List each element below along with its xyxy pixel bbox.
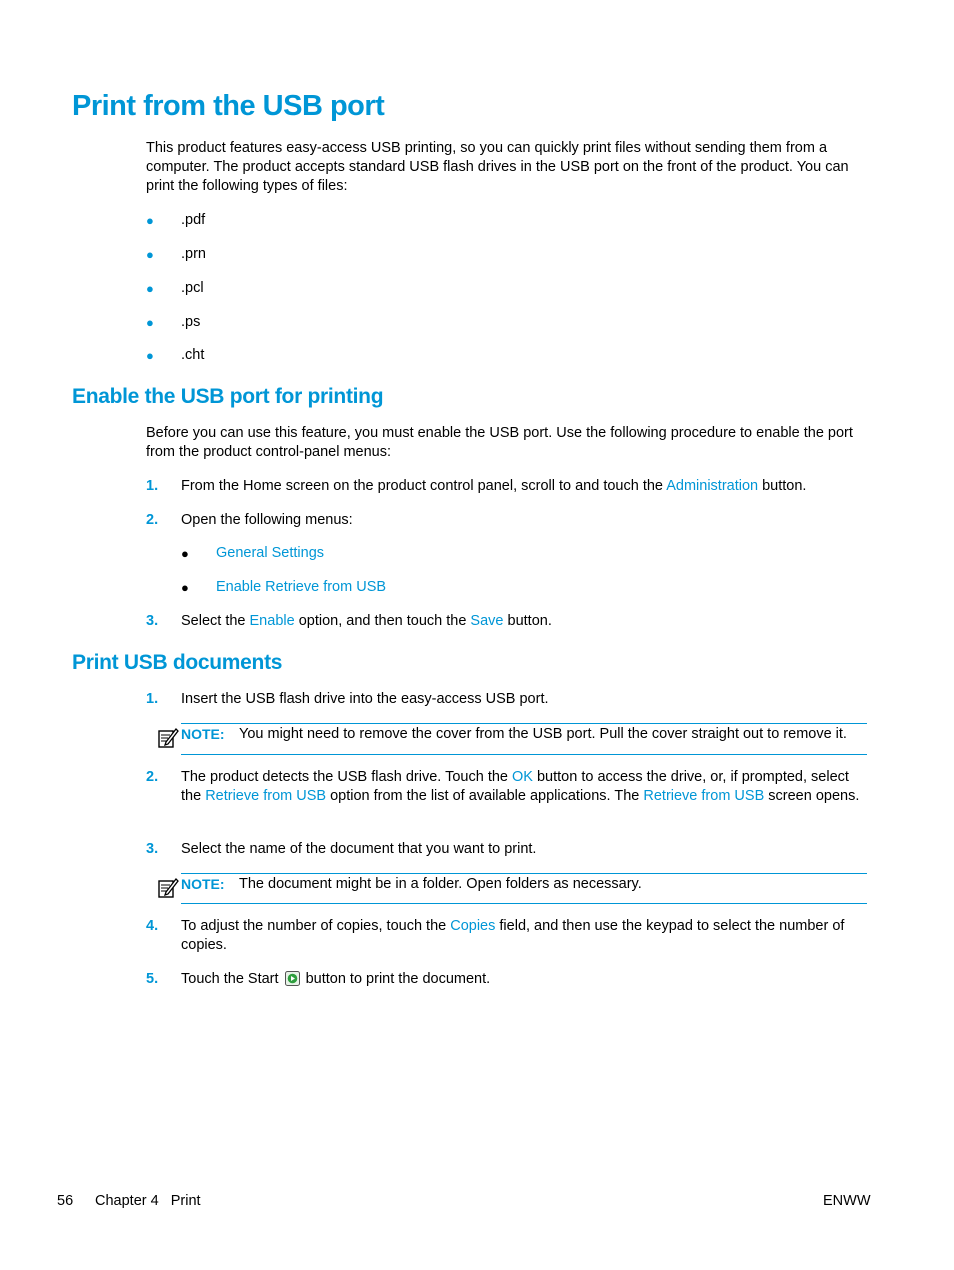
bullet-icon: ●: [146, 348, 154, 363]
step-text: Open the following menus:: [181, 512, 353, 528]
note-label: NOTE:: [181, 876, 225, 892]
list-item: .pcl: [181, 280, 204, 296]
section1-intro: Before you can use this feature, you must enable the USB port. Use the following procedure to enable the port from the product control-panel menus:: [146, 425, 853, 460]
note-label: NOTE:: [181, 726, 225, 742]
ui-term: Save: [470, 613, 504, 629]
step-text: The product detects the USB flash drive. Touch the OK button to access the drive, or, if prompted, select the Retrieve from USB option from the list of available applications. The Retrieve from USB screen opens.: [181, 769, 860, 804]
page-number: 56: [57, 1193, 74, 1209]
bullet-icon: ●: [146, 315, 154, 330]
note-box: [181, 873, 867, 904]
step-number: 1.: [146, 691, 159, 707]
step-number: 3.: [146, 841, 159, 857]
step-number: 5.: [146, 971, 159, 987]
step-text: To adjust the number of copies, touch the Copies field, and then use the keypad to select the number of copies.: [181, 918, 845, 953]
page-title: Print from the USB port: [72, 90, 385, 122]
footer-chapter: Chapter 4 Print: [95, 1193, 201, 1209]
step-text: Touch the Start button to print the document.: [181, 971, 491, 987]
step-number: 2.: [146, 769, 159, 785]
start-button-icon: [285, 971, 300, 986]
note-icon: [157, 876, 179, 900]
list-item: .ps: [181, 314, 201, 330]
intro-paragraph: This product features easy-access USB printing, so you can quickly print files without sending them from a computer. The product accepts standard USB flash drives in the USB port on the front of the product. You can print the following types of files:: [146, 140, 849, 194]
ui-term: Retrieve from USB: [643, 788, 765, 804]
note-text: You might need to remove the cover from the USB port. Pull the cover straight out to remove it.: [239, 726, 847, 742]
menu-item: Enable Retrieve from USB: [216, 579, 387, 595]
ui-term: Retrieve from USB: [205, 788, 327, 804]
step-text: From the Home screen on the product control panel, scroll to and touch the Administration button.: [181, 478, 807, 494]
note-text: The document might be in a folder. Open folders as necessary.: [239, 876, 642, 892]
bullet-icon: ●: [146, 247, 154, 262]
bullet-icon: ●: [181, 546, 189, 561]
bullet-icon: ●: [146, 213, 154, 228]
bullet-icon: ●: [146, 281, 154, 296]
step-number: 1.: [146, 478, 159, 494]
step-number: 3.: [146, 613, 159, 629]
step-text: Select the Enable option, and then touch the Save button.: [181, 613, 552, 629]
list-item: .prn: [181, 246, 206, 262]
bullet-icon: ●: [181, 580, 189, 595]
ui-term: Administration: [666, 478, 759, 494]
menu-item: General Settings: [216, 545, 325, 561]
list-item: .pdf: [181, 212, 206, 228]
step-text: Select the name of the document that you want to print.: [181, 841, 537, 857]
step-text: Insert the USB flash drive into the easy-access USB port.: [181, 691, 549, 707]
step-number: 4.: [146, 918, 159, 934]
section-heading-print-usb: Print USB documents: [72, 651, 283, 674]
step-number: 2.: [146, 512, 159, 528]
ui-term: OK: [512, 769, 533, 785]
ui-term: Copies: [450, 918, 496, 934]
list-item: .cht: [181, 347, 205, 363]
note-icon: [157, 726, 179, 750]
note-box: [181, 723, 867, 755]
ui-term: Enable: [249, 613, 295, 629]
section-heading-enable-usb: Enable the USB port for printing: [72, 385, 384, 408]
footer-enww: ENWW: [823, 1193, 871, 1209]
